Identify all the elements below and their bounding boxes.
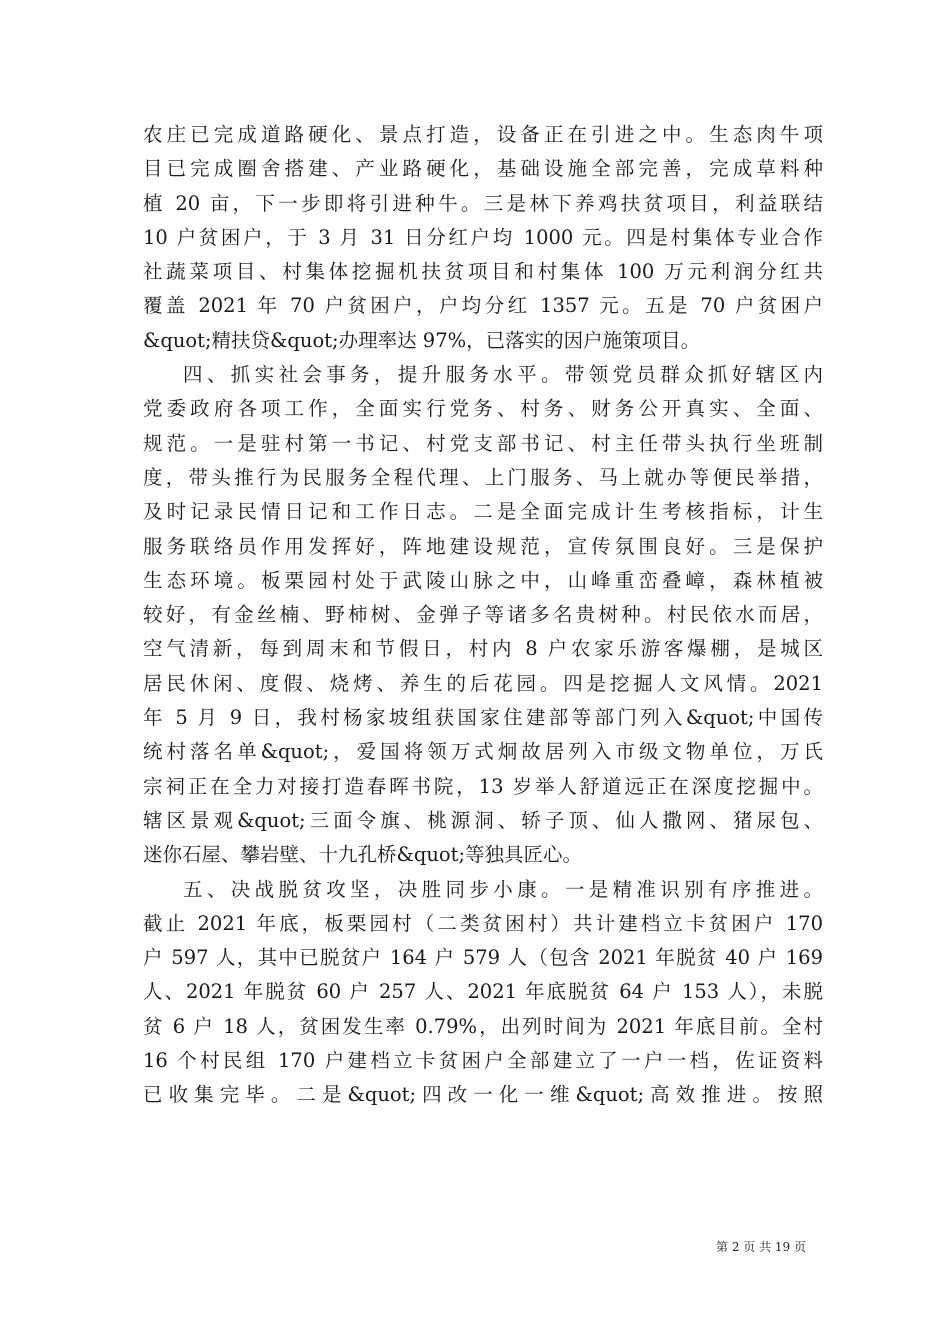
text-line: &quot;精扶贷&quot;办理率达 97%，已落实的因户施策项目。 [143,328,701,352]
text-line: 截止 2021 年底，板栗园村（二类贫困村）共计建档立卡贫困户 170 [143,911,823,935]
text-line: 生态环境。板栗园村处于武陵山脉之中，山峰重峦叠嶂，森林植被 [143,568,823,592]
text-line: 居民休闲、度假、烧烤、养生的后花园。四是挖掘人文风情。2021 [143,671,823,695]
text-line: 辖区景观&quot;三面令旗、桃源洞、轿子顶、仙人撒网、猪尿包、 [143,808,823,832]
text-line: 植 20 亩，下一步即将引进种牛。三是林下养鸡扶贫项目，利益联结 [143,191,823,215]
page-number: 第 2 页 共 19 页 [716,1240,806,1254]
text-line: 贫 6 户 18 人，贫困发生率 0.79%，出列时间为 2021 年底目前。全村 [143,1014,823,1038]
text-line: 统村落名单&quot;，爱国将领万式炯故居列入市级文物单位，万氏 [143,740,823,764]
text-line: 服务联络员作用发挥好，阵地建设规范，宣传氛围良好。三是保护 [143,534,823,558]
text-line: 16 个村民组 170 户建档立卡贫困户全部建立了一户一档，佐证资料 [143,1049,823,1073]
text-line: 度，带头推行为民服务全程代理、上门服务、马上就办等便民举措， [143,465,823,489]
text-line: 较好，有金丝楠、野柿树、金弹子等诸多名贵树种。村民依水而居， [143,603,823,627]
text-line: 户 597 人，其中已脱贫户 164 户 579 人（包含 2021 年脱贫 40 户 169 [143,946,823,970]
text-line: 规范。一是驻村第一书记、村党支部书记、村主任带头执行坐班制 [143,431,823,455]
text-line: 已收集完毕。二是&quot;四改一化一维&quot;高效推进。按照 [143,1083,823,1107]
text-line: 年 5 月 9 日，我村杨家坡组获国家住建部等部门列入&quot;中国传 [143,706,823,730]
section-heading-line: 四、抓实社会事务，提升服务水平。带领党员群众抓好辖区内 [183,363,823,387]
text-line: 目已完成圈舍搭建、产业路硬化，基础设施全部完善，完成草料种 [143,157,823,181]
text-line: 农庄已完成道路硬化、景点打造，设备正在引进之中。生态肉牛项 [143,123,823,146]
text-line: 人、2021 年脱贫 60 户 257 人、2021 年底脱贫 64 户 153 人），未脱 [143,980,823,1004]
body-text [143,118,823,1113]
text-line: 及时记录民情日记和工作日志。二是全面完成计生考核指标，计生 [143,500,823,524]
text-line: 10 户贫困户，于 3 月 31 日分红户均 1000 元。四是村集体专业合作 [143,225,823,249]
section-heading-line: 五、决战脱贫攻坚，决胜同步小康。一是精准识别有序推进。 [183,877,823,901]
text-line: 迷你石屋、攀岩壁、十九孔桥&quot;等独具匠心。 [143,843,583,867]
text-line: 覆盖 2021 年 70 户贫困户，户均分红 1357 元。五是 70 户贫困户 [143,294,823,318]
text-line: 党委政府各项工作，全面实行党务、村务、财务公开真实、全面、 [143,397,823,421]
text-line: 空气清新，每到周末和节假日，村内 8 户农家乐游客爆棚，是城区 [143,637,823,661]
text-line: 宗祠正在全力对接打造春晖书院，13 岁举人舒道远正在深度挖掘中。 [143,774,823,798]
text-line: 社蔬菜项目、村集体挖掘机扶贫项目和村集体 100 万元利润分红共 [143,260,823,284]
